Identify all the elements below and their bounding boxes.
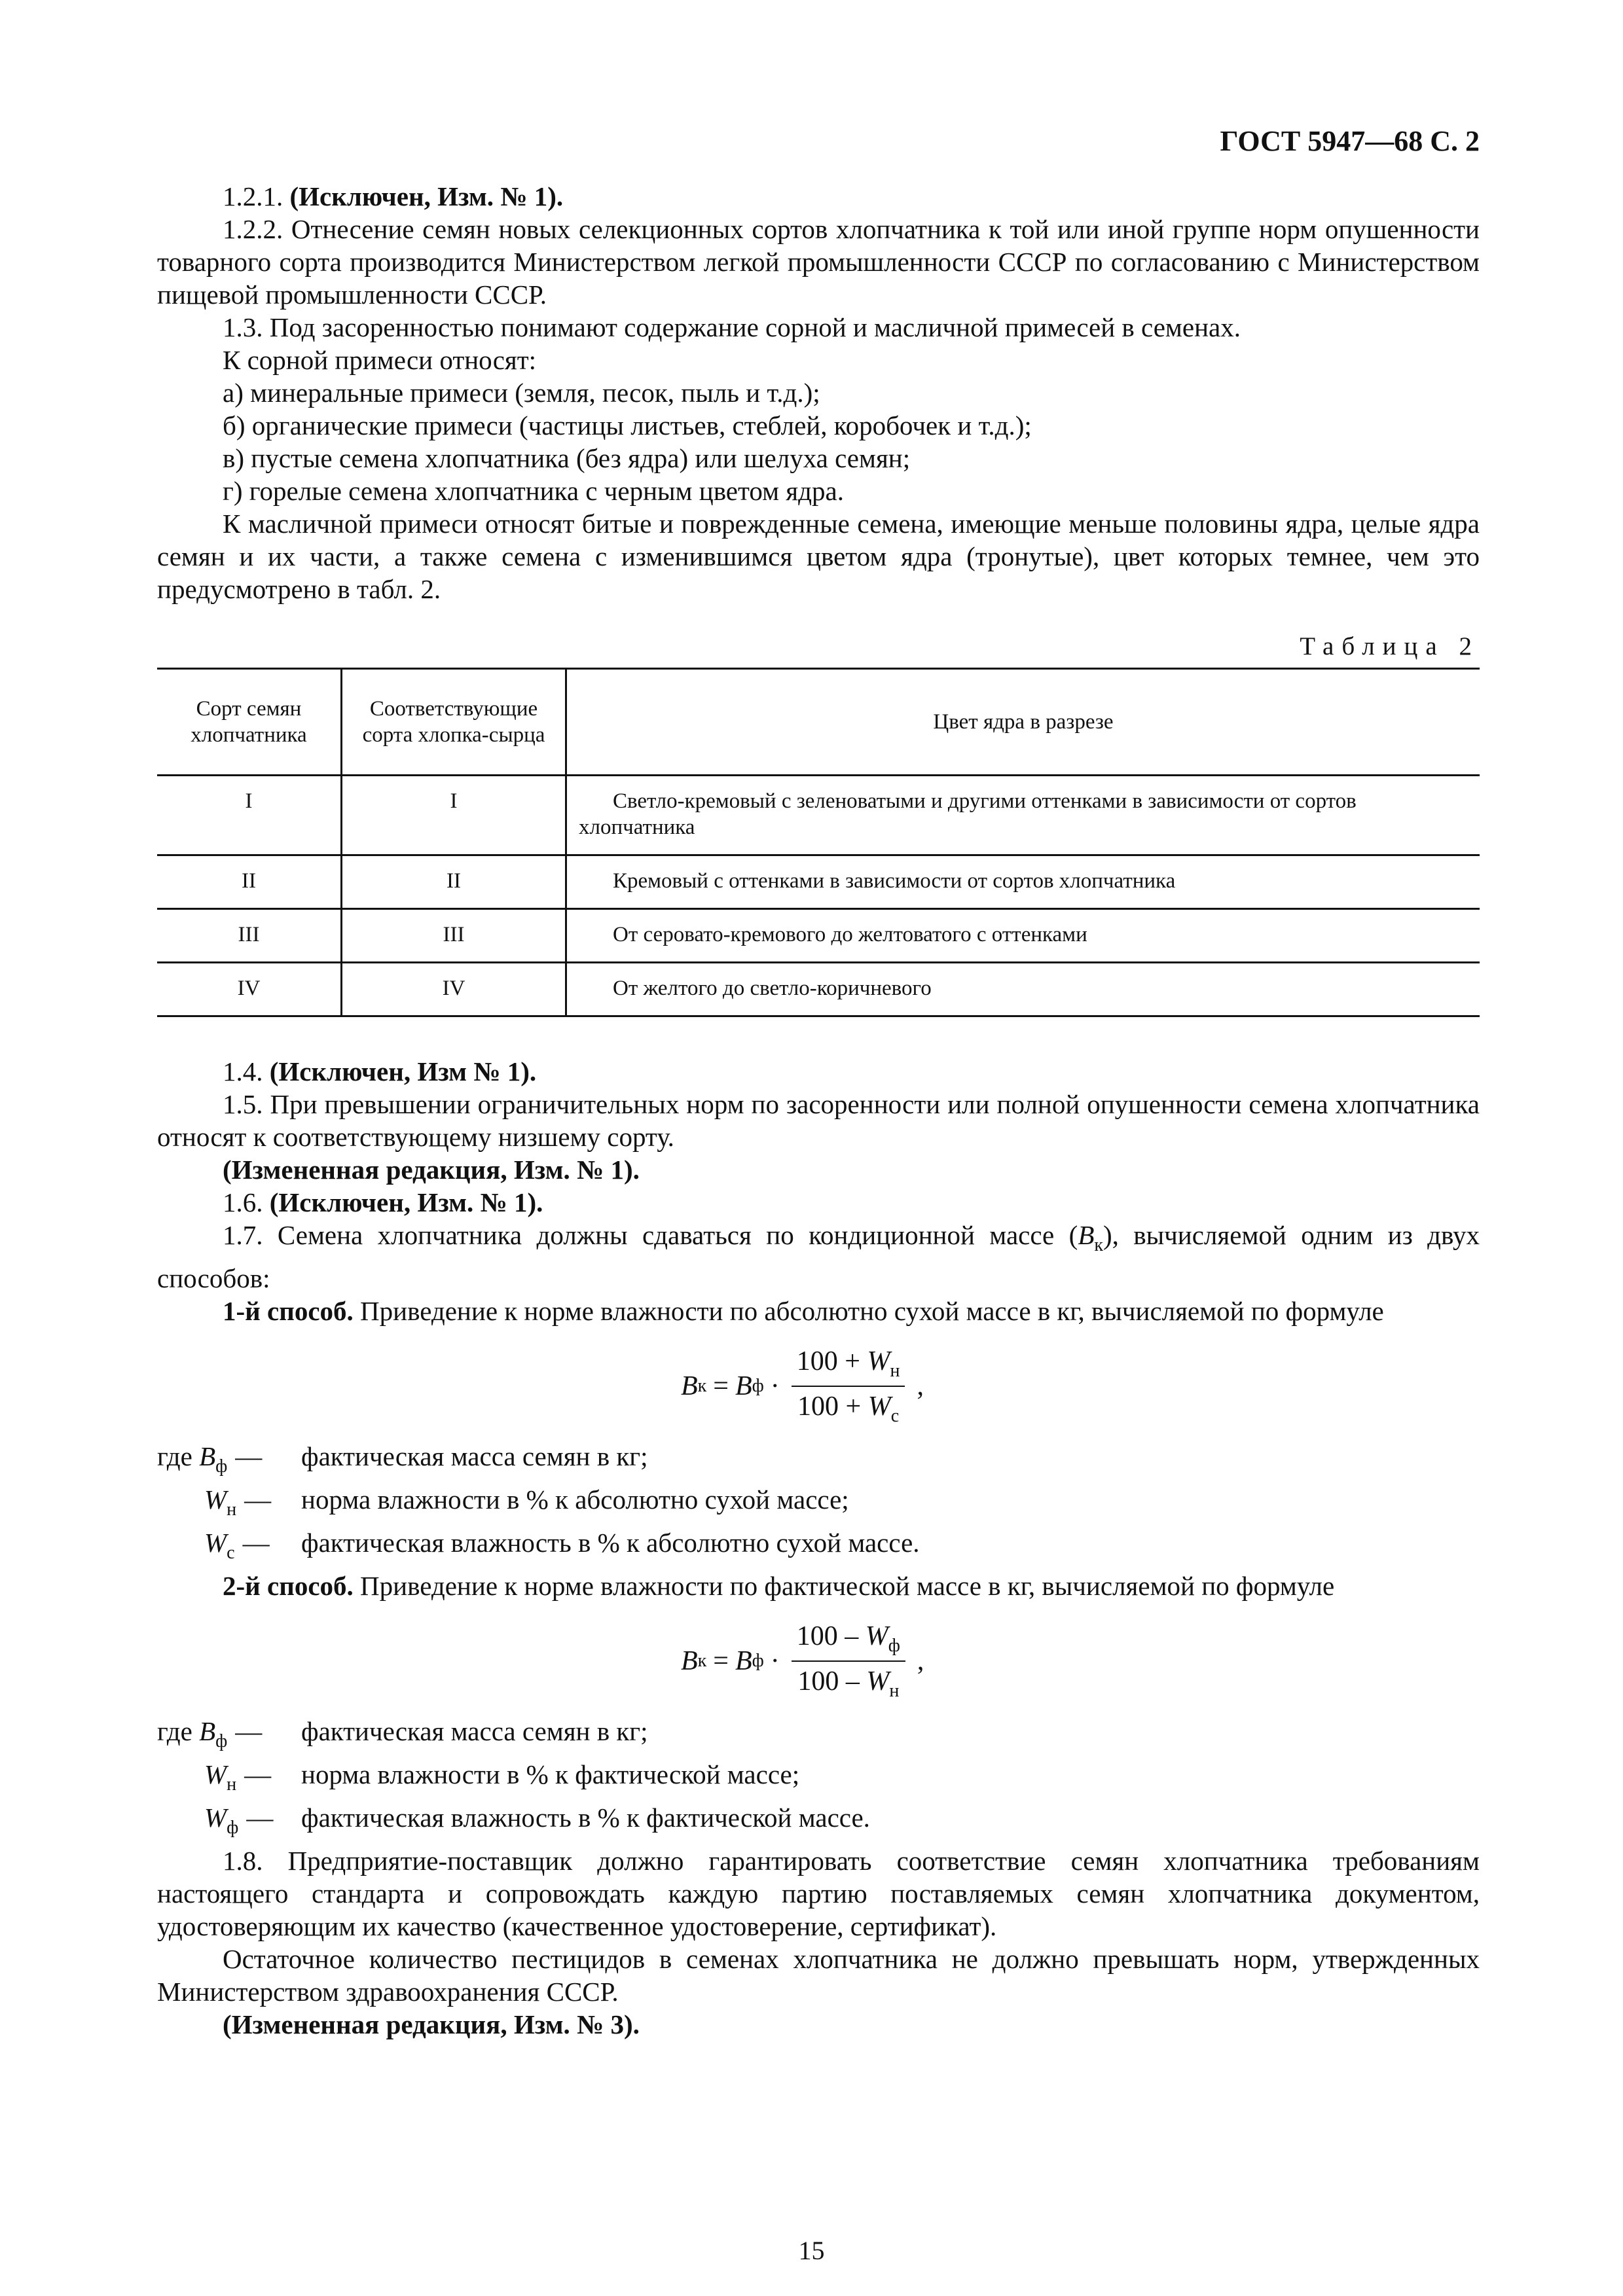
symbol-subscript: ф <box>227 1818 239 1838</box>
formula-1 <box>157 1338 1480 1435</box>
symbol-subscript: н <box>227 1774 237 1795</box>
symbol: W <box>867 1391 891 1422</box>
clause-excluded-note: (Исключен, Изм. № 1). <box>289 181 564 211</box>
clause-1-5: 1.5. При превышении ограничительных норм по засоренности или полной опушенности семена хлопчатника относят к соответствующему низшему сорту. <box>157 1089 1480 1152</box>
symbol: B <box>735 1646 752 1676</box>
denominator-text: 100 – <box>797 1666 867 1696</box>
color-cell <box>566 855 1480 909</box>
fraction <box>792 1346 905 1427</box>
list-item: г) горелые семена хлопчатника с черным цветом ядра. <box>223 476 844 506</box>
method-label: 2-й способ. <box>223 1571 354 1601</box>
legend-text: фактическая масса семян в кг; <box>301 1716 648 1746</box>
fraction <box>792 1621 905 1702</box>
table-header-cell: Сорт семян хлопчатника <box>157 669 342 776</box>
list-item: б) органические примеси (частицы листьев, стеблей, коробочек и т.д.); <box>223 410 1032 440</box>
clause-1-8-pesticides: Остаточное количество пестицидов в семенах хлопчатника не должно превышать норм, утвержденных Министерством здравоохранения СССР. <box>157 1944 1480 2007</box>
symbol: B <box>199 1441 216 1471</box>
equals-sign: = <box>713 1371 729 1401</box>
color-cell <box>566 776 1480 855</box>
raw-grade-cell: III <box>342 909 566 963</box>
table-row <box>157 909 1480 963</box>
raw-grade-cell: I <box>342 776 566 855</box>
method-text: Приведение к норме влажности по фактической массе в кг, вычисляемой по формуле <box>353 1571 1335 1601</box>
symbol-subscript: н <box>890 1361 900 1381</box>
legend-text: фактическая масса семян в кг; <box>301 1441 648 1471</box>
symbol-subscript: ф <box>215 1731 228 1751</box>
symbol-subscript: с <box>890 1406 900 1426</box>
legend-text: фактическая влажность в % к абсолютно сухой массе. <box>301 1528 920 1558</box>
clause-1-4 <box>157 1055 1480 1088</box>
method-text: Приведение к норме влажности по абсолютно сухой массе в кг, вычисляемой по формуле <box>353 1296 1384 1326</box>
color-text: Светло-кремовый с зеленоватыми и другими оттенками в зависимости от сортов <box>613 789 1357 813</box>
clause-excluded-note: (Исключен, Изм № 1). <box>269 1056 537 1086</box>
formula-comma: , <box>917 1646 924 1676</box>
formula-2-legend <box>157 1715 1480 1844</box>
symbol: W <box>204 1484 227 1515</box>
clause-1-7 <box>157 1219 1480 1295</box>
table-caption: Таблица 2 <box>1300 632 1480 660</box>
clause-1-2-1 <box>157 180 1480 213</box>
legend-dash: — <box>235 1441 263 1471</box>
legend-row <box>157 1758 1480 1801</box>
symbol: B <box>681 1371 698 1401</box>
method-1 <box>157 1295 1480 1327</box>
legend-row <box>157 1526 1480 1570</box>
formula-comma: , <box>917 1371 924 1401</box>
legend-label <box>157 1483 301 1526</box>
clause-text: 1.7. Семена хлопчатника должны сдаваться по кондиционной массе ( <box>223 1220 1078 1250</box>
symbol-subscript: к <box>1094 1235 1103 1255</box>
amendment-note: (Измененная редакция, Изм. № 1). <box>223 1155 640 1185</box>
fraction-denominator <box>792 1387 904 1427</box>
legend-dash: — <box>244 1484 272 1515</box>
equals-sign: = <box>713 1646 729 1676</box>
multiply-dot: · <box>770 1646 780 1676</box>
method-label: 1-й способ. <box>223 1296 354 1326</box>
symbol-subscript: с <box>227 1543 235 1563</box>
method-2 <box>157 1570 1480 1602</box>
color-text: Кремовый с оттенками в зависимости от сортов хлопчатника <box>613 869 1176 893</box>
fraction-numerator <box>792 1621 905 1662</box>
legend-row <box>157 1715 1480 1758</box>
clause-1-3-sub: К сорной примеси относят: <box>223 345 537 375</box>
legend-text: фактическая влажность в % к фактической массе. <box>301 1803 870 1833</box>
clause-1-6 <box>157 1186 1480 1219</box>
formula-body <box>681 1613 930 1710</box>
symbol: B <box>199 1716 216 1746</box>
list-item: а) минеральные примеси (земля, песок, пыль и т.д.); <box>223 378 820 408</box>
legend-label <box>157 1440 301 1483</box>
fraction-denominator <box>792 1662 904 1702</box>
legend-label <box>157 1715 301 1758</box>
symbol: W <box>865 1621 888 1651</box>
legend-prefix: где <box>157 1441 192 1471</box>
symbol-subscript: к <box>697 1651 707 1671</box>
symbol: W <box>204 1528 227 1558</box>
symbol-subscript: ф <box>215 1456 228 1477</box>
symbol-subscript: ф <box>752 1376 764 1396</box>
legend-prefix: где <box>157 1716 192 1746</box>
raw-grade-cell: II <box>342 855 566 909</box>
clause-excluded-note: (Исключен, Изм. № 1). <box>269 1187 543 1217</box>
symbol-subscript: ф <box>888 1636 900 1656</box>
symbol: B <box>735 1371 752 1401</box>
legend-label <box>157 1758 301 1801</box>
legend-row <box>157 1440 1480 1483</box>
clause-number: 1.6. <box>223 1187 263 1217</box>
symbol: B <box>681 1646 698 1676</box>
legend-text: норма влажности в % к фактической массе; <box>301 1759 800 1789</box>
clause-number: 1.4. <box>223 1056 263 1086</box>
legend-text: норма влажности в % к абсолютно сухой массе; <box>301 1484 849 1515</box>
denominator-text: 100 + <box>797 1391 868 1422</box>
color-cell <box>566 909 1480 963</box>
numerator-text: 100 + <box>796 1346 867 1376</box>
color-text: От желтого до светло-коричневого <box>613 977 932 1000</box>
legend-dash: — <box>242 1528 270 1558</box>
clause-text: ), вычисляемой одним из двух способов: <box>157 1220 1480 1293</box>
table-row <box>157 855 1480 909</box>
grade-cell: I <box>157 776 342 855</box>
clause-1-2-2: 1.2.2. Отнесение семян новых селекционных сортов хлопчатника к той или иной группе норм опушенности товарного сорта производится Министерством легкой промышленности СССР по согласованию с Министерством пищевой промышленности СССР. <box>157 214 1480 310</box>
legend-dash: — <box>244 1759 272 1789</box>
clause-number: 1.2.1. <box>223 181 283 211</box>
symbol: W <box>866 1666 890 1696</box>
grade-cell: III <box>157 909 342 963</box>
color-text-cont: хлопчатника <box>579 816 695 839</box>
legend-row <box>157 1801 1480 1844</box>
multiply-dot: · <box>770 1371 780 1401</box>
fraction-numerator <box>792 1346 905 1387</box>
legend-label <box>157 1526 301 1570</box>
color-text: От серовато-кремового до желтоватого с оттенками <box>613 923 1087 946</box>
symbol: W <box>867 1346 890 1376</box>
symbol-subscript: н <box>227 1499 237 1520</box>
page-number: 15 <box>798 2236 825 2265</box>
legend-dash: — <box>235 1716 263 1746</box>
symbol-subscript: ф <box>752 1651 764 1671</box>
raw-grade-cell: IV <box>342 963 566 1016</box>
clause-1-3: 1.3. Под засоренностью понимают содержание сорной и масличной примесей в семенах. <box>223 312 1241 342</box>
table-row <box>157 776 1480 855</box>
legend-row <box>157 1483 1480 1526</box>
table-header-row <box>157 669 1480 776</box>
symbol: W <box>204 1803 227 1833</box>
list-item: в) пустые семена хлопчатника (без ядра) или шелуха семян; <box>223 443 911 473</box>
amendment-note: (Измененная редакция, Изм. № 3). <box>223 2009 640 2039</box>
clause-1-8: 1.8. Предприятие-поставщик должно гарантировать соответствие семян хлопчатника требованиям настоящего стандарта и сопровождать каждую партию поставляемых семян хлопчатника документом, удостоверяющим их качество (качественное удостоверение, сертификат). <box>157 1846 1480 1941</box>
formula-2 <box>157 1613 1480 1710</box>
symbol-subscript: к <box>697 1376 707 1396</box>
document-page <box>157 124 1480 2041</box>
kernel-color-table <box>157 668 1480 1017</box>
symbol: W <box>204 1759 227 1789</box>
numerator-text: 100 – <box>796 1621 866 1651</box>
table-header-cell: Цвет ядра в разрезе <box>566 669 1480 776</box>
table-header-cell: Соответствующие сорта хлопка-сырца <box>342 669 566 776</box>
formula-1-legend <box>157 1440 1480 1570</box>
grade-cell: IV <box>157 963 342 1016</box>
symbol-subscript: н <box>889 1681 900 1701</box>
symbol: B <box>1078 1220 1095 1250</box>
legend-dash: — <box>246 1803 274 1833</box>
color-cell <box>566 963 1480 1016</box>
formula-body <box>681 1338 930 1435</box>
clause-1-3-oil: К масличной примеси относят битые и поврежденные семена, имеющие меньше половины ядра, целые ядра семян и их части, а также семена с изменившимся цветом ядра (тронутые), цвет которых темнее, чем это предусмотрено в табл. 2. <box>157 509 1480 604</box>
legend-label <box>157 1801 301 1844</box>
grade-cell: II <box>157 855 342 909</box>
document-header: ГОСТ 5947—68 С. 2 <box>1220 125 1480 157</box>
table-row <box>157 963 1480 1016</box>
